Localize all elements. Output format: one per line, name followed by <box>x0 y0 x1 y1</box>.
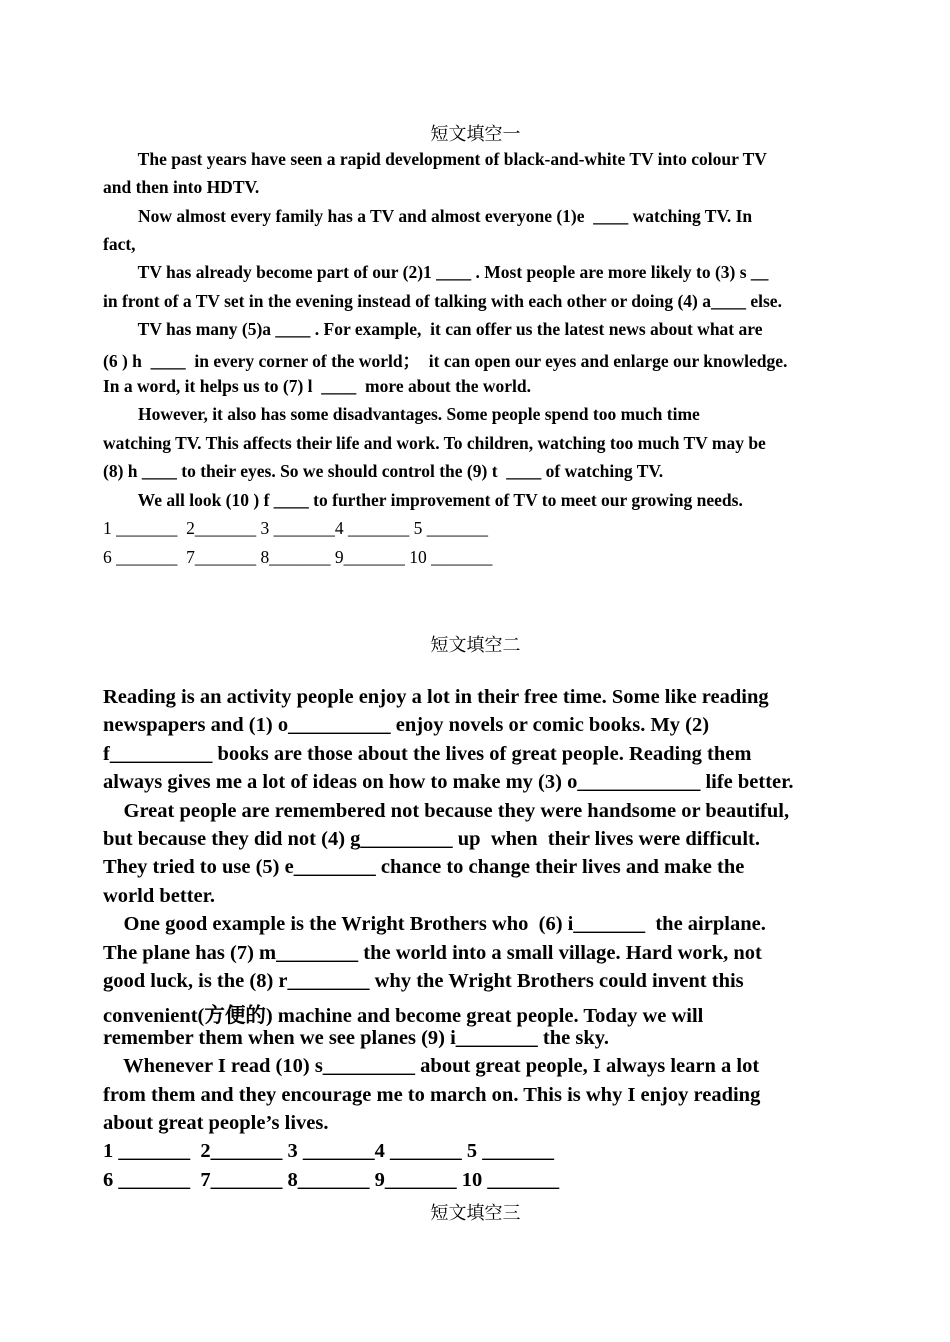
passage1-line: (8) h ____ to their eyes. So we should control the (9) t ____ of watching TV. <box>103 461 664 481</box>
passage2-line: Reading is an activity people enjoy a lot in their free time. Some like reading <box>103 686 769 708</box>
passage2-line: Great people are remembered not because they were handsome or beautiful, <box>103 800 790 822</box>
passage2-line: One good example is the Wright Brothers who (6) i_______ the airplane. <box>103 913 766 935</box>
passage3-title: 短文填空三 <box>430 1203 521 1223</box>
passage2-line: convenient(方便的) machine and become great people. Today we will <box>103 1005 704 1027</box>
passage2-title: 短文填空二 <box>430 635 521 655</box>
passage2-line: Whenever I read (10) s_________ about great people, I always learn a lot <box>103 1055 760 1077</box>
passage2-answer-row: 1 _______ 2_______ 3 _______4 _______ 5 _______ <box>103 1140 554 1162</box>
passage1-line: TV has already become part of our (2)1 ____ . Most people are more likely to (3) s __ <box>103 262 769 282</box>
passage2-line: good luck, is the (8) r________ why the Wright Brothers could invent this <box>103 970 744 992</box>
passage1-line: watching TV. This affects their life and work. To children, watching too much TV may be <box>103 433 766 453</box>
passage1-line: fact, <box>103 234 136 254</box>
passage2-line: remember them when we see planes (9) i________ the sky. <box>103 1027 609 1049</box>
passage1-line: The past years have seen a rapid development of black-and-white TV into colour TV <box>103 149 767 169</box>
passage1-line: (6 ) h ____ in every corner of the world； it can open our eyes and enlarge our knowledge. <box>103 351 788 371</box>
passage1-line: We all look (10 ) f ____ to further improvement of TV to meet our growing needs. <box>103 490 743 510</box>
passage1-line: and then into HDTV. <box>103 177 260 197</box>
passage2-line: always gives me a lot of ideas on how to make my (3) o____________ life better. <box>103 771 794 793</box>
passage1-line: In a word, it helps us to (7) l ____ more about the world. <box>103 376 531 396</box>
passage2-line: They tried to use (5) e________ chance to change their lives and make the <box>103 856 745 878</box>
passage1-answer-row: 6 _______ 7_______ 8_______ 9_______ 10 _______ <box>103 547 493 567</box>
passage1-line: However, it also has some disadvantages. Some people spend too much time <box>103 404 700 424</box>
passage2-line: but because they did not (4) g_________ up when their lives were difficult. <box>103 828 760 850</box>
passage2-line: The plane has (7) m________ the world into a small village. Hard work, not <box>103 942 762 964</box>
passage1-line: TV has many (5)a ____ . For example, it can offer us the latest news about what are <box>103 319 763 339</box>
passage2-line: about great people’s lives. <box>103 1112 329 1134</box>
passage2-line: newspapers and (1) o__________ enjoy novels or comic books. My (2) <box>103 714 710 736</box>
passage1-line: Now almost every family has a TV and almost everyone (1)e ____ watching TV. In <box>103 206 753 226</box>
passage1-title: 短文填空一 <box>430 124 521 144</box>
passage1-line: in front of a TV set in the evening instead of talking with each other or doing (4) a____ else. <box>103 291 782 311</box>
passage2-line: f__________ books are those about the lives of great people. Reading them <box>103 743 752 765</box>
passage2-answer-row: 6 _______ 7_______ 8_______ 9_______ 10 _______ <box>103 1169 560 1191</box>
passage2-line: world better. <box>103 885 215 907</box>
passage1-answer-row: 1 _______ 2_______ 3 _______4 _______ 5 _______ <box>103 518 488 538</box>
passage2-line: from them and they encourage me to march on. This is why I enjoy reading <box>103 1084 761 1106</box>
